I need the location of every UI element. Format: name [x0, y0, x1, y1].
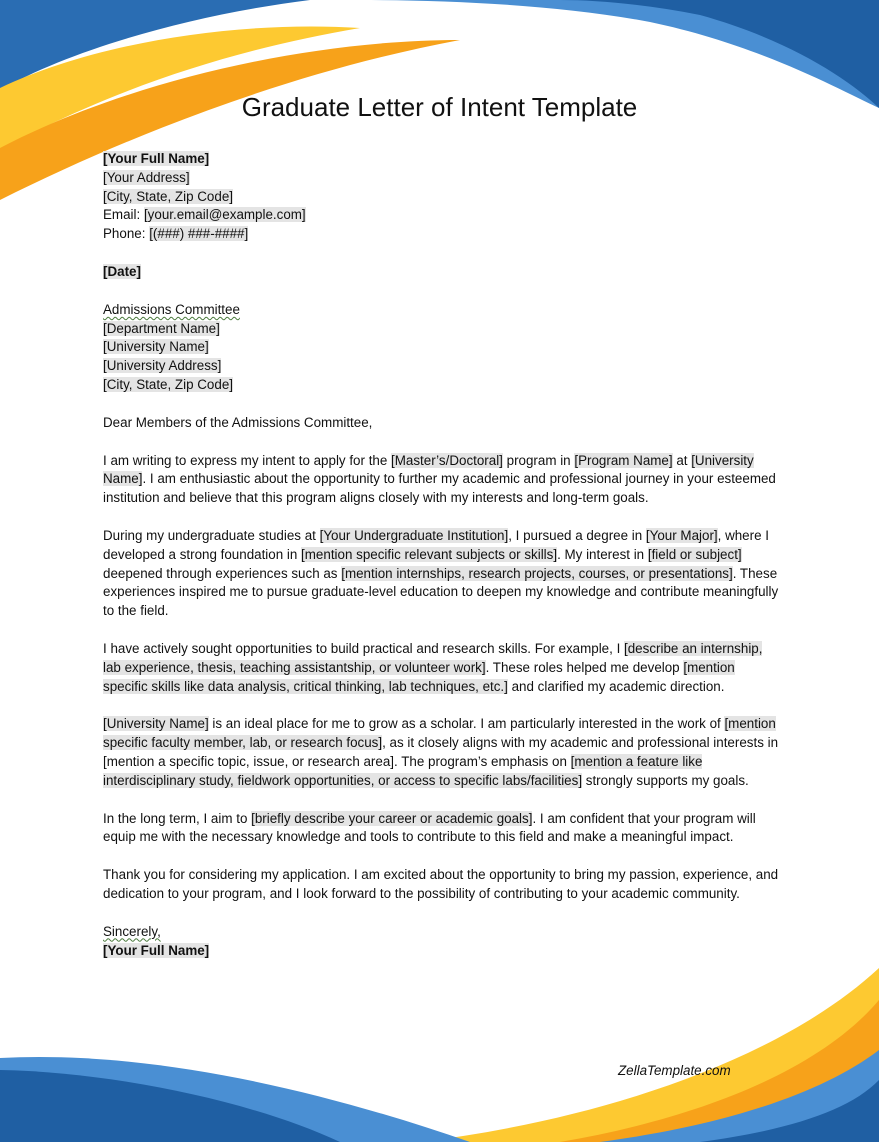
- sender-phone: Phone: [(###) ###-####]: [103, 226, 249, 242]
- recipient-university: [University Name]: [103, 339, 209, 355]
- paragraph-thanks: Thank you for considering my application. I am excited about the opportunity to bring my passion, experience, and dedication to your program, and I look forward to the possibility of contributing to your academic community.: [103, 867, 779, 901]
- closing: Sincerely,: [103, 923, 161, 939]
- paragraph-experience: I have actively sought opportunities to build practical and research skills. For example, I [describe an internship, lab experience, thesis, teaching assistantship, or volunteer work]. These roles helped me develop [mention specific skills like data analysis, critical thinking, lab techniques, etc.] and clarified my academic direction.: [103, 640, 763, 694]
- page-title: Graduate Letter of Intent Template: [241, 92, 638, 122]
- recipient-address: [University Address]: [103, 358, 222, 374]
- recipient-department: [Department Name]: [103, 320, 220, 336]
- sender-address: [Your Address]: [103, 169, 190, 185]
- paragraph-goals: In the long term, I aim to [briefly describe your career or academic goals]. I am confident that your program will equip me with the necessary knowledge and tools to contribute to this field and make a meaningful impact.: [103, 810, 756, 845]
- recipient-committee: Admissions Committee: [103, 301, 240, 317]
- brand-watermark: ZellaTemplate.com: [618, 1063, 731, 1078]
- paragraph-background: During my undergraduate studies at [Your Undergraduate Institution], I pursued a degree in [Your Major], where I developed a strong foundation in [mention specific relevant subjects or skills]. My interest in [field or subject] deepened through experiences such as [mention internships, research projects, courses, or presentations]. These experiences inspired me to pursue graduate-level education to deepen my knowledge and contribute meaningfully to the field.: [103, 527, 779, 619]
- signature: [Your Full Name]: [103, 942, 210, 958]
- salutation: Dear Members of the Admissions Committee,: [103, 414, 373, 430]
- sender-name: [Your Full Name]: [103, 151, 210, 166]
- sender-email: Email: [your.email@example.com]: [103, 207, 306, 223]
- sender-city: [City, State, Zip Code]: [103, 188, 233, 204]
- letter-date: [Date]: [103, 263, 141, 279]
- letter-body: [103, 150, 779, 960]
- paragraph-university-fit: [University Name] is an ideal place for me to grow as a scholar. I am particularly interested in the work of [mention specific faculty member, lab, or research focus], as it closely aligns with my academic and professional interests in [mention a specific topic, issue, or research area]. The program’s emphasis on [mention a feature like interdisciplinary study, fieldwork opportunities, or access to specific labs/facilities] strongly supports my goals.: [103, 716, 779, 788]
- paragraph-intent: I am writing to express my intent to apply for the [Master’s/Doctoral] program in [Program Name] at [University Name]. I am enthusiastic about the opportunity to further my academic and professional journey in your esteemed institution and believe that this program aligns closely with my interests and long-term goals.: [103, 452, 776, 506]
- recipient-city: [City, State, Zip Code]: [103, 376, 233, 392]
